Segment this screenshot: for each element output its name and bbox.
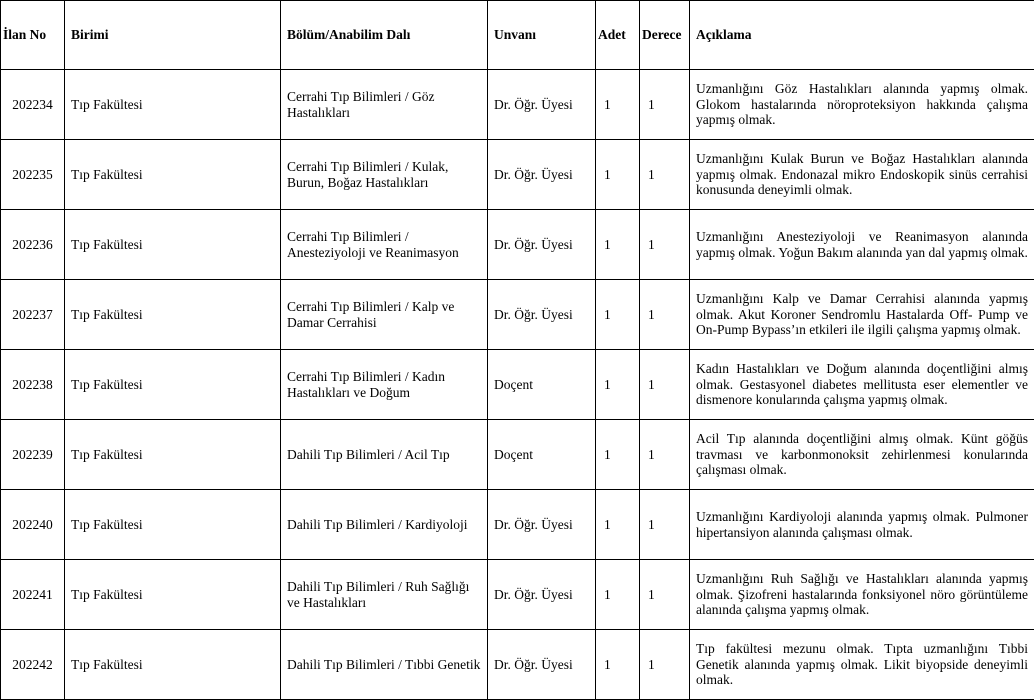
cell-birimi: Tıp Fakültesi — [65, 560, 281, 630]
cell-bolum: Cerrahi Tıp Bilimleri / Anesteziyoloji ve Reanimasyon — [281, 210, 488, 280]
cell-unvani: Dr. Öğr. Üyesi — [488, 490, 596, 560]
table-row — [1, 70, 1034, 140]
cell-unvani: Dr. Öğr. Üyesi — [488, 560, 596, 630]
cell-adet: 1 — [596, 560, 640, 630]
cell-birimi: Tıp Fakültesi — [65, 350, 281, 420]
cell-birimi: Tıp Fakültesi — [65, 280, 281, 350]
table-row — [1, 210, 1034, 280]
cell-derece: 1 — [640, 280, 690, 350]
cell-derece: 1 — [640, 630, 690, 700]
cell-bolum: Dahili Tıp Bilimleri / Ruh Sağlığı ve Hastalıkları — [281, 560, 488, 630]
cell-unvani: Dr. Öğr. Üyesi — [488, 140, 596, 210]
cell-birimi: Tıp Fakültesi — [65, 140, 281, 210]
cell-birimi: Tıp Fakültesi — [65, 630, 281, 700]
cell-bolum: Cerrahi Tıp Bilimleri / Kalp ve Damar Cerrahisi — [281, 280, 488, 350]
table-row — [1, 490, 1034, 560]
cell-adet: 1 — [596, 140, 640, 210]
cell-ilan-no: 202238 — [1, 350, 65, 420]
cell-ilan-no: 202236 — [1, 210, 65, 280]
cell-adet: 1 — [596, 210, 640, 280]
cell-birimi: Tıp Fakültesi — [65, 420, 281, 490]
cell-ilan-no: 202242 — [1, 630, 65, 700]
cell-aciklama: Uzmanlığını Kalp ve Damar Cerrahisi alanında yapmış olmak. Akut Koroner Sendromlu Hastalarda Off- Pump ve On-Pump Bypass’ın etkileri ile ilgili çalışma yapmış olmak. — [690, 280, 1034, 350]
cell-unvani: Dr. Öğr. Üyesi — [488, 280, 596, 350]
cell-aciklama: Uzmanlığını Anesteziyoloji ve Reanimasyon alanında yapmış olmak. Yoğun Bakım alanında yan dal yapmış olmak. — [690, 210, 1034, 280]
cell-adet: 1 — [596, 420, 640, 490]
cell-aciklama: Uzmanlığını Kardiyoloji alanında yapmış olmak. Pulmoner hipertansiyon alanında çalışması olmak. — [690, 490, 1034, 560]
table-row — [1, 280, 1034, 350]
header-derece: Derece — [640, 1, 690, 70]
cell-ilan-no: 202234 — [1, 70, 65, 140]
cell-unvani: Dr. Öğr. Üyesi — [488, 630, 596, 700]
cell-adet: 1 — [596, 350, 640, 420]
cell-birimi: Tıp Fakültesi — [65, 70, 281, 140]
cell-unvani: Dr. Öğr. Üyesi — [488, 70, 596, 140]
cell-aciklama: Kadın Hastalıkları ve Doğum alanında doçentliğini almış olmak. Gestasyonel diabetes mellitusta eser elementler ve dismenore konularında çalışma yapmış olmak. — [690, 350, 1034, 420]
table-row — [1, 630, 1034, 700]
header-aciklama: Açıklama — [690, 1, 1034, 70]
cell-ilan-no: 202237 — [1, 280, 65, 350]
cell-derece: 1 — [640, 490, 690, 560]
cell-aciklama: Uzmanlığını Kulak Burun ve Boğaz Hastalıkları alanında yapmış olmak. Endonazal mikro Endoskopik sinüs cerrahisi konusunda deneyimli olmak. — [690, 140, 1034, 210]
cell-unvani: Doçent — [488, 350, 596, 420]
cell-aciklama: Uzmanlığını Ruh Sağlığı ve Hastalıkları alanında yapmış olmak. Şizofreni hastalarında fonksiyonel nöro görüntüleme alanında çalışma yapmış olmak. — [690, 560, 1034, 630]
cell-bolum: Dahili Tıp Bilimleri / Kardiyoloji — [281, 490, 488, 560]
table-row — [1, 350, 1034, 420]
cell-aciklama: Acil Tıp alanında doçentliğini almış olmak. Künt göğüs travması ve karbonmonoksit zehirlenmesi konularında çalışması olmak. — [690, 420, 1034, 490]
cell-birimi: Tıp Fakültesi — [65, 210, 281, 280]
cell-ilan-no: 202239 — [1, 420, 65, 490]
cell-unvani: Doçent — [488, 420, 596, 490]
header-birimi: Birimi — [65, 1, 281, 70]
cell-aciklama: Uzmanlığını Göz Hastalıkları alanında yapmış olmak. Glokom hastalarında nöroproteksiyon hakkında çalışma yapmış olmak. — [690, 70, 1034, 140]
cell-derece: 1 — [640, 350, 690, 420]
cell-derece: 1 — [640, 140, 690, 210]
cell-bolum: Cerrahi Tıp Bilimleri / Kulak, Burun, Boğaz Hastalıkları — [281, 140, 488, 210]
cell-derece: 1 — [640, 70, 690, 140]
cell-derece: 1 — [640, 420, 690, 490]
header-bolum: Bölüm/Anabilim Dalı — [281, 1, 488, 70]
cell-adet: 1 — [596, 490, 640, 560]
table-row — [1, 560, 1034, 630]
cell-bolum: Dahili Tıp Bilimleri / Tıbbi Genetik — [281, 630, 488, 700]
cell-bolum: Cerrahi Tıp Bilimleri / Kadın Hastalıkları ve Doğum — [281, 350, 488, 420]
cell-adet: 1 — [596, 70, 640, 140]
cell-bolum: Dahili Tıp Bilimleri / Acil Tıp — [281, 420, 488, 490]
cell-ilan-no: 202241 — [1, 560, 65, 630]
table-row — [1, 420, 1034, 490]
cell-ilan-no: 202235 — [1, 140, 65, 210]
table-body — [1, 70, 1034, 700]
header-adet: Adet — [596, 1, 640, 70]
cell-derece: 1 — [640, 210, 690, 280]
cell-birimi: Tıp Fakültesi — [65, 490, 281, 560]
cell-bolum: Cerrahi Tıp Bilimleri / Göz Hastalıkları — [281, 70, 488, 140]
cell-ilan-no: 202240 — [1, 490, 65, 560]
header-ilan-no: İlan No — [1, 1, 65, 70]
cell-adet: 1 — [596, 280, 640, 350]
table-header-row — [1, 1, 1034, 70]
cell-adet: 1 — [596, 630, 640, 700]
cell-aciklama: Tıp fakültesi mezunu olmak. Tıpta uzmanlığını Tıbbi Genetik alanında yapmış olmak. Likit biyopside deneyimli olmak. — [690, 630, 1034, 700]
table-row — [1, 140, 1034, 210]
cell-unvani: Dr. Öğr. Üyesi — [488, 210, 596, 280]
header-unvani: Unvanı — [488, 1, 596, 70]
cell-derece: 1 — [640, 560, 690, 630]
